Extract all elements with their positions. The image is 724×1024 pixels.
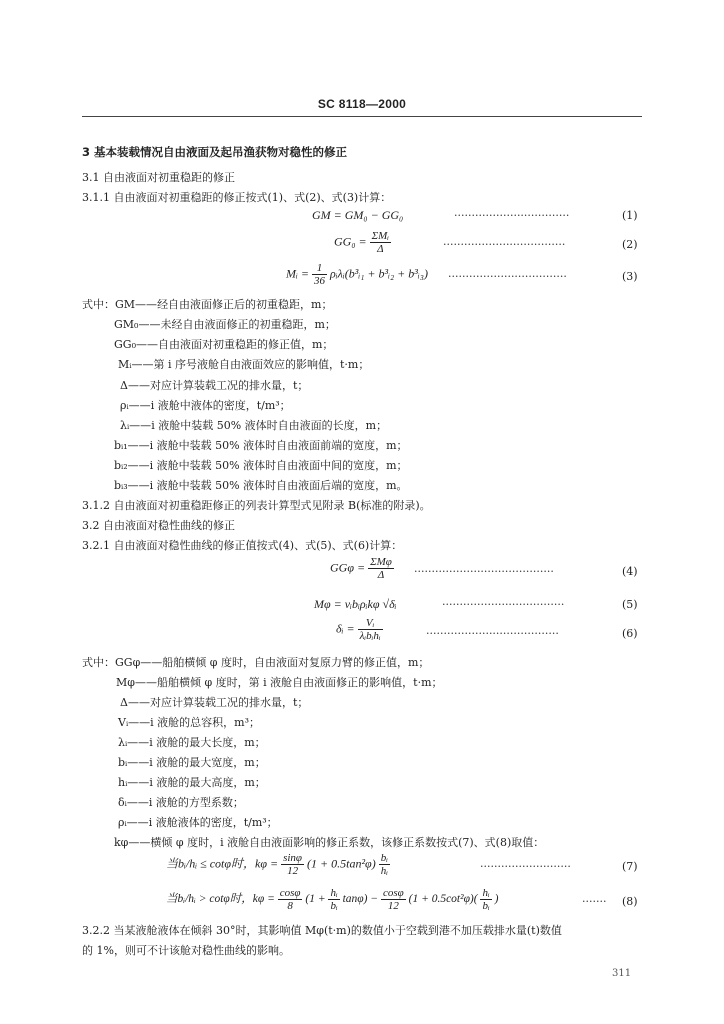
equation-8-leader: ······· — [582, 895, 607, 908]
definition-row: λᵢ——i 液舱的最大长度，m； — [118, 736, 266, 749]
page-number: 311 — [612, 968, 632, 979]
equation-4-leader: ········································ — [414, 565, 554, 578]
definition-row: Vᵢ——i 液舱的总容积，m³； — [118, 716, 261, 729]
equation-6 — [336, 617, 383, 642]
equation-6-leader: ······································ — [426, 627, 559, 640]
equation-8-number: (8) — [622, 895, 638, 908]
equation-7-fraction-1: $\frac{\sin\varphi}{12}$ — [283, 852, 303, 877]
equation-3 — [286, 262, 428, 287]
equation-7-fraction-2: $\frac{\text{bᵢ}}{\text{hᵢ}}$ — [380, 852, 388, 877]
definition-row: bᵢ——i 液舱的最大宽度，m； — [118, 756, 266, 769]
section-3-1-title: 3.1 自由液面对初重稳距的修正 — [82, 171, 235, 184]
equation-4-number: (4) — [622, 565, 638, 578]
equation-4-lhs: GGφ = — [330, 560, 366, 575]
equation-3-rhs: ρᵢλᵢ(b³ᵢ₁ + b³ᵢ₂ + b³ᵢ₃) — [330, 266, 428, 281]
section-3-2-2-line-1: 3.2.2 当某液舱液体在倾斜 30°时，其影响值 Mφ(t·m)的数值小于空载到港不加压载排水量(t)数值 — [82, 924, 562, 937]
definition-row: kφ——横倾 φ 度时，i 液舱自由液面影响的修正系数，该修正系数按式(7)、式(8)取值： — [114, 836, 545, 849]
equation-7-leader: ·························· — [480, 860, 571, 873]
equation-4 — [330, 556, 394, 581]
section-3-2-title: 3.2 自由液面对稳性曲线的修正 — [82, 519, 235, 532]
definition-row: λᵢ——i 液舱中装载 50% 液体时自由液面的长度，m； — [120, 419, 388, 432]
definition-row: bᵢ₃——i 液舱中装载 50% 液体时自由液面后端的宽度，m。 — [114, 479, 408, 492]
equation-4-numerator: ΣMφ — [370, 556, 392, 568]
definition-row: 式中：GM——经自由液面修正后的初重稳距，m； — [82, 298, 333, 311]
equation-2-leader: ··································· — [443, 238, 566, 251]
section-3-1-2-text: 3.1.2 自由液面对初重稳距修正的列表计算型式见附录 B(标准的附录)。 — [82, 499, 431, 512]
equation-7-number: (7) — [622, 860, 638, 873]
definition-row: δᵢ——i 液舱的方型系数； — [118, 796, 244, 809]
header-rule — [82, 116, 642, 117]
section-3-title: 3 基本装载情况自由液面及起吊渔获物对稳性的修正 — [82, 145, 348, 159]
definition-row: 式中：GGφ——船舶横倾 φ 度时，自由液面对复原力臂的修正值，m； — [82, 656, 430, 669]
equation-5-number: (5) — [622, 598, 638, 611]
definition-row: bᵢ₂——i 液舱中装载 50% 液体时自由液面中间的宽度，m； — [114, 459, 408, 472]
definition-row: bᵢ₁——i 液舱中装载 50% 液体时自由液面前端的宽度，m； — [114, 439, 408, 452]
equation-2 — [334, 230, 391, 255]
equation-2-number: (2) — [622, 238, 638, 251]
equation-3-number: (3) — [622, 270, 638, 283]
equation-3-denominator: 36 — [314, 275, 325, 287]
definition-row: GG₀——自由液面对初重稳距的修正值，m； — [114, 338, 334, 351]
equation-1-number: (1) — [622, 209, 638, 222]
definition-row: GM₀——未经自由液面修正的初重稳距，m； — [114, 318, 336, 331]
equation-1: GM = GM₀ − GG₀ — [312, 208, 404, 222]
equation-2-numerator: ΣMᵢ — [371, 230, 390, 242]
definition-row: Δ——对应计算装载工况的排水量，t； — [120, 696, 309, 709]
equation-5: Mφ = νᵢbᵢρᵢkφ √δᵢ — [314, 597, 397, 611]
equation-1-leader: ································· — [454, 209, 570, 222]
equation-2-lhs: GG₀ = — [334, 234, 367, 249]
definition-row: ρᵢ——i 液舱液体的密度，t/m³； — [118, 816, 278, 829]
equation-4-fraction — [368, 556, 394, 581]
section-3-1-1-text: 3.1.1 自由液面对初重稳距的修正按式(1)、式(2)、式(3)计算： — [82, 191, 392, 204]
standard-code-header: SC 8118—2000 — [317, 97, 407, 111]
equation-7 — [166, 852, 390, 877]
equation-8-condition: 当bᵢ/hᵢ > cotφ时，kφ = — [166, 893, 275, 906]
equation-7-middle: (1 + 0.5tan²φ) — [307, 856, 376, 871]
equation-6-numerator: Vᵢ — [358, 617, 383, 630]
equation-4-denominator: Δ — [377, 569, 385, 581]
equation-2-denominator: Δ — [377, 243, 384, 255]
definition-row: hᵢ——i 液舱的最大高度，m； — [118, 776, 266, 789]
equation-6-denominator: λᵢbᵢhᵢ — [359, 630, 381, 642]
equation-3-fraction — [312, 262, 327, 287]
equation-6-number: (6) — [622, 627, 638, 640]
equation-3-leader: ·································· — [448, 270, 567, 283]
definition-row: ρᵢ——i 液舱中液体的密度，t/m³； — [120, 399, 291, 412]
equation-8: 当bᵢ/hᵢ > cotφ时，kφ = $\frac{\cos\varphi}{8}$ (1 + $\frac{\text{hᵢ}}{\text{bᵢ}}$ tanφ) − $\frac{\cos\varphi}{12}$ (1 + 0.5cot²φ)( $\frac{\text{hᵢ}}{\text{bᵢ}}$ ) — [166, 887, 499, 912]
section-3-2-1-text: 3.2.1 自由液面对稳性曲线的修正值按式(4)、式(5)、式(6)计算： — [82, 539, 403, 552]
definition-row: Δ——对应计算装载工况的排水量，t； — [120, 379, 309, 392]
definition-row: Mᵢ——第 i 序号液舱自由液面效应的影响值，t·m； — [118, 358, 370, 371]
equation-3-lhs: Mᵢ = — [286, 266, 309, 281]
equation-6-fraction — [358, 617, 383, 642]
equation-6-lhs: δᵢ = — [336, 621, 355, 636]
equation-7-condition: 当bᵢ/hᵢ ≤ cotφ时，kφ = — [166, 856, 279, 871]
definition-row: Mφ——船舶横倾 φ 度时，第 i 液舱自由液面修正的影响值，t·m； — [116, 676, 443, 689]
equation-3-numerator: 1 — [312, 262, 327, 275]
equation-5-leader: ··································· — [442, 598, 565, 611]
section-3-2-2-line-2: 的 1%，则可不计该舱对稳性曲线的影响。 — [82, 944, 290, 957]
equation-2-fraction — [370, 230, 391, 255]
